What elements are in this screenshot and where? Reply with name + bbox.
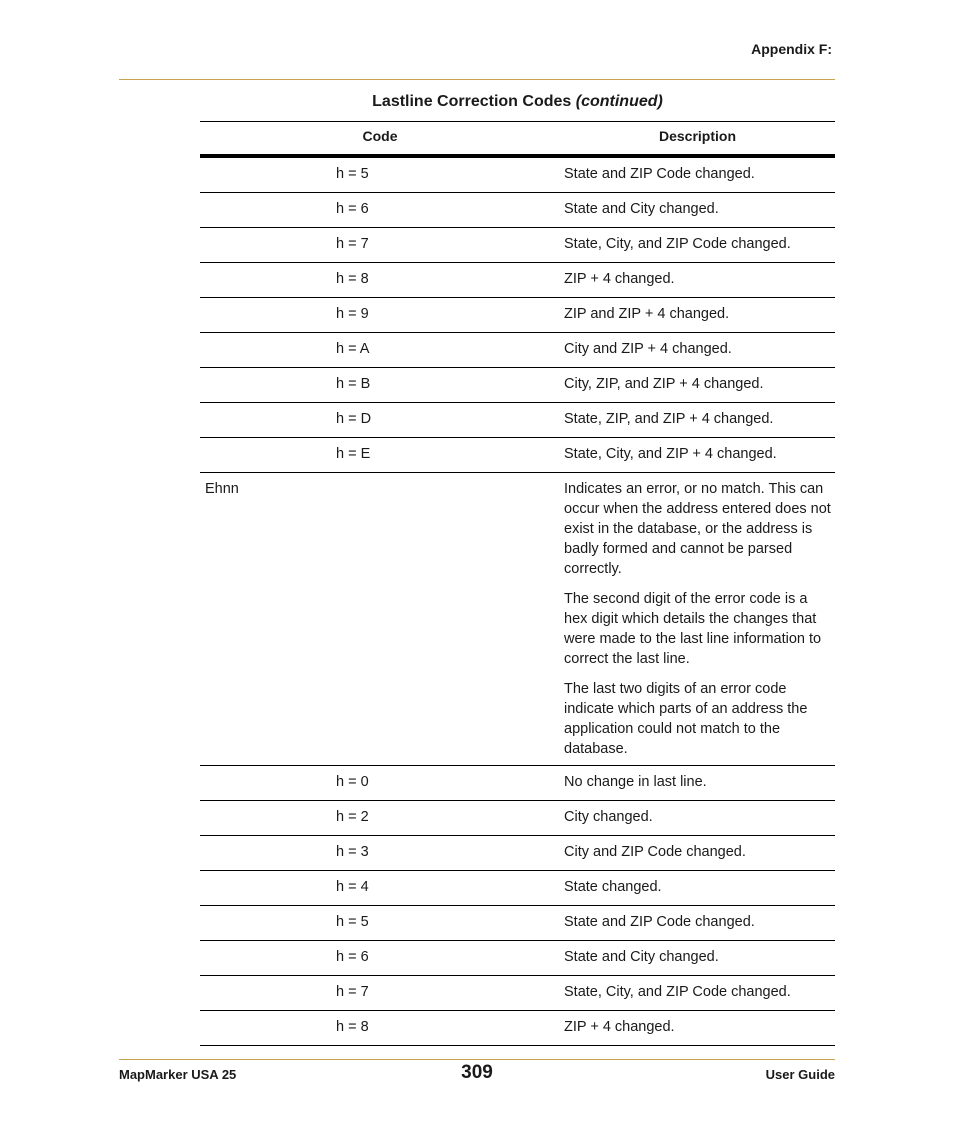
footer-rule <box>119 1059 835 1060</box>
row-description: State and ZIP Code changed. <box>564 166 755 182</box>
table-row <box>200 403 835 438</box>
row-description: State, City, and ZIP + 4 changed. <box>564 446 777 462</box>
table-row <box>200 906 835 941</box>
header-title: Appendix F: <box>751 41 832 57</box>
table-row <box>200 263 835 298</box>
row-code: h = 5 <box>336 914 369 930</box>
row-description: City, ZIP, and ZIP + 4 changed. <box>564 376 764 392</box>
table-body-upper <box>200 158 835 473</box>
row-description: ZIP and ZIP + 4 changed. <box>564 306 730 322</box>
row-code: h = 2 <box>336 809 369 825</box>
table-body-lower <box>200 766 835 1046</box>
row-description: ZIP + 4 changed. <box>564 271 675 287</box>
row-description: ZIP + 4 changed. <box>564 1019 675 1035</box>
row-code: h = 0 <box>336 774 369 790</box>
table-row <box>200 368 835 403</box>
row-description: State, City, and ZIP Code changed. <box>564 984 791 1000</box>
table-row <box>200 438 835 473</box>
table-row <box>200 228 835 263</box>
row-description: State and City changed. <box>564 201 719 217</box>
footer-product: MapMarker USA 25 <box>119 1067 237 1082</box>
row-code: h = 9 <box>336 306 369 322</box>
row-description: State, ZIP, and ZIP + 4 changed. <box>564 411 774 427</box>
row-code: h = 7 <box>336 984 369 1000</box>
ehnn-paragraph-3: The last two digits of an error code indicate which parts of an address the application could not match to the database. <box>564 681 808 757</box>
row-description: City and ZIP Code changed. <box>564 844 746 860</box>
table-row <box>200 976 835 1011</box>
table-row <box>200 941 835 976</box>
table-title-suffix: (continued) <box>575 93 663 110</box>
row-code: h = E <box>336 446 371 462</box>
row-code: h = 6 <box>336 949 369 965</box>
table-row <box>200 298 835 333</box>
row-code: h = 8 <box>336 271 369 287</box>
column-header-description: Description <box>658 128 736 144</box>
table-row <box>200 836 835 871</box>
row-code: h = 6 <box>336 201 369 217</box>
table-row-ehnn <box>200 473 835 766</box>
row-description <box>564 479 832 769</box>
row-description: No change in last line. <box>564 774 707 790</box>
row-code: h = 5 <box>336 166 369 182</box>
table-row <box>200 1011 835 1046</box>
table-row <box>200 333 835 368</box>
footer-doc: User Guide <box>765 1067 835 1082</box>
row-description: State, City, and ZIP Code changed. <box>564 236 791 252</box>
row-code: h = 8 <box>336 1019 369 1035</box>
row-code: h = D <box>336 411 372 427</box>
row-description: City and ZIP + 4 changed. <box>564 341 732 357</box>
row-code: h = B <box>336 376 371 392</box>
correction-codes-table <box>200 121 835 1046</box>
ehnn-paragraph-1: Indicates an error, or no match. This can occur when the address entered does not exist in the database, or the address is badly formed and cannot be parsed correctly. <box>564 481 831 577</box>
table-row <box>200 158 835 193</box>
table-title <box>200 93 835 111</box>
row-description: State and City changed. <box>564 949 719 965</box>
row-code: h = 3 <box>336 844 369 860</box>
table-row <box>200 766 835 801</box>
table-row <box>200 193 835 228</box>
row-description: State and ZIP Code changed. <box>564 914 755 930</box>
row-description: State changed. <box>564 879 662 895</box>
table-header <box>200 122 835 158</box>
row-code: Ehnn <box>205 481 239 497</box>
row-description: City changed. <box>564 809 653 825</box>
header-rule <box>119 79 835 80</box>
row-code: h = 7 <box>336 236 369 252</box>
row-code: h = A <box>336 341 370 357</box>
ehnn-paragraph-2: The second digit of the error code is a hex digit which details the changes that were made to the last line information to correct the last line. <box>564 591 822 667</box>
table-row <box>200 871 835 906</box>
row-code: h = 4 <box>336 879 369 895</box>
table-row <box>200 801 835 836</box>
page-number: 309 <box>461 1062 493 1083</box>
column-header-code: Code <box>362 128 398 144</box>
table-title-text: Lastline Correction Codes <box>372 93 572 110</box>
